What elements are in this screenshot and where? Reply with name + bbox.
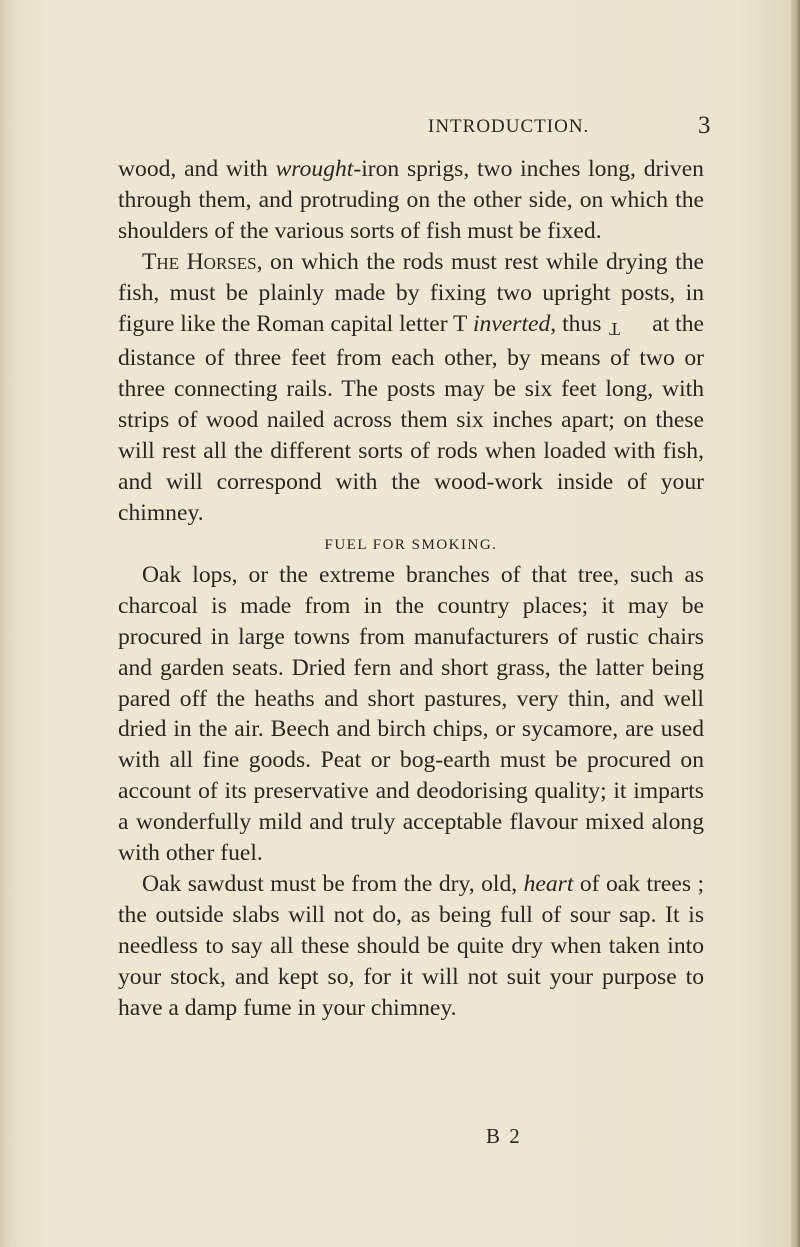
page-edge: [791, 0, 800, 1247]
paragraph-continuation: wood, and with wrought-iron sprigs, two inches long, driven through them, and protruding on the other side, on which the shoulders of the various sorts of fish must be fixed.: [118, 156, 704, 244]
running-head-title: INTRODUCTION.: [428, 116, 590, 137]
signature-mark: B 2: [486, 1124, 522, 1148]
section-heading: FUEL FOR SMOKING.: [324, 536, 498, 553]
paragraph-lead: The Horses: [142, 248, 257, 275]
italic-word: inverted: [472, 310, 551, 337]
body-text: [118, 154, 704, 1023]
page-gutter-shadow: [0, 0, 14, 1247]
running-head: [0, 112, 800, 146]
page-number: 3: [698, 112, 711, 139]
italic-word: wrought: [275, 156, 354, 182]
paragraph-horses: The Horses, on which the rods must rest while drying the fish, must be plainly made by fixing two upright posts, in figure like the Roman capital letter T inverted, thus T at the distance of three feet from each other, by means of two or three connecting rails. The posts may be six feet long, with strips of wood nailed across them six inches apart; on these will rest all the different sorts of rods when loaded with fish, and will correspond with the wood-work inside of your chimney.: [118, 248, 704, 526]
inverted-t-symbol: T: [609, 318, 621, 339]
paragraph-sawdust: Oak sawdust must be from the dry, old, heart of oak trees ; the outside slabs will not do, as being full of sour sap. It is needless to say all these should be quite dry when taken into your stock, and kept so, for it will not suit your purpose to have a damp fume in your chimney.: [118, 870, 704, 1021]
italic-word: heart: [523, 870, 574, 897]
paragraph-fuel: Oak lops, or the extreme branches of that tree, such as charcoal is made from in the country places; it may be procured in large towns from manufacturers of rustic chairs and garden seats. Dried fern and short grass, the latter being pared off the heaths and short pastures, very thin, and well dried in the air. Beech and birch chips, or sycamore, are used with all fine goods. Peat or bog-earth must be procured on account of its preservative and deodorising quality; it imparts a wonderfully mild and truly acceptable flavour mixed along with other fuel.: [118, 561, 704, 867]
